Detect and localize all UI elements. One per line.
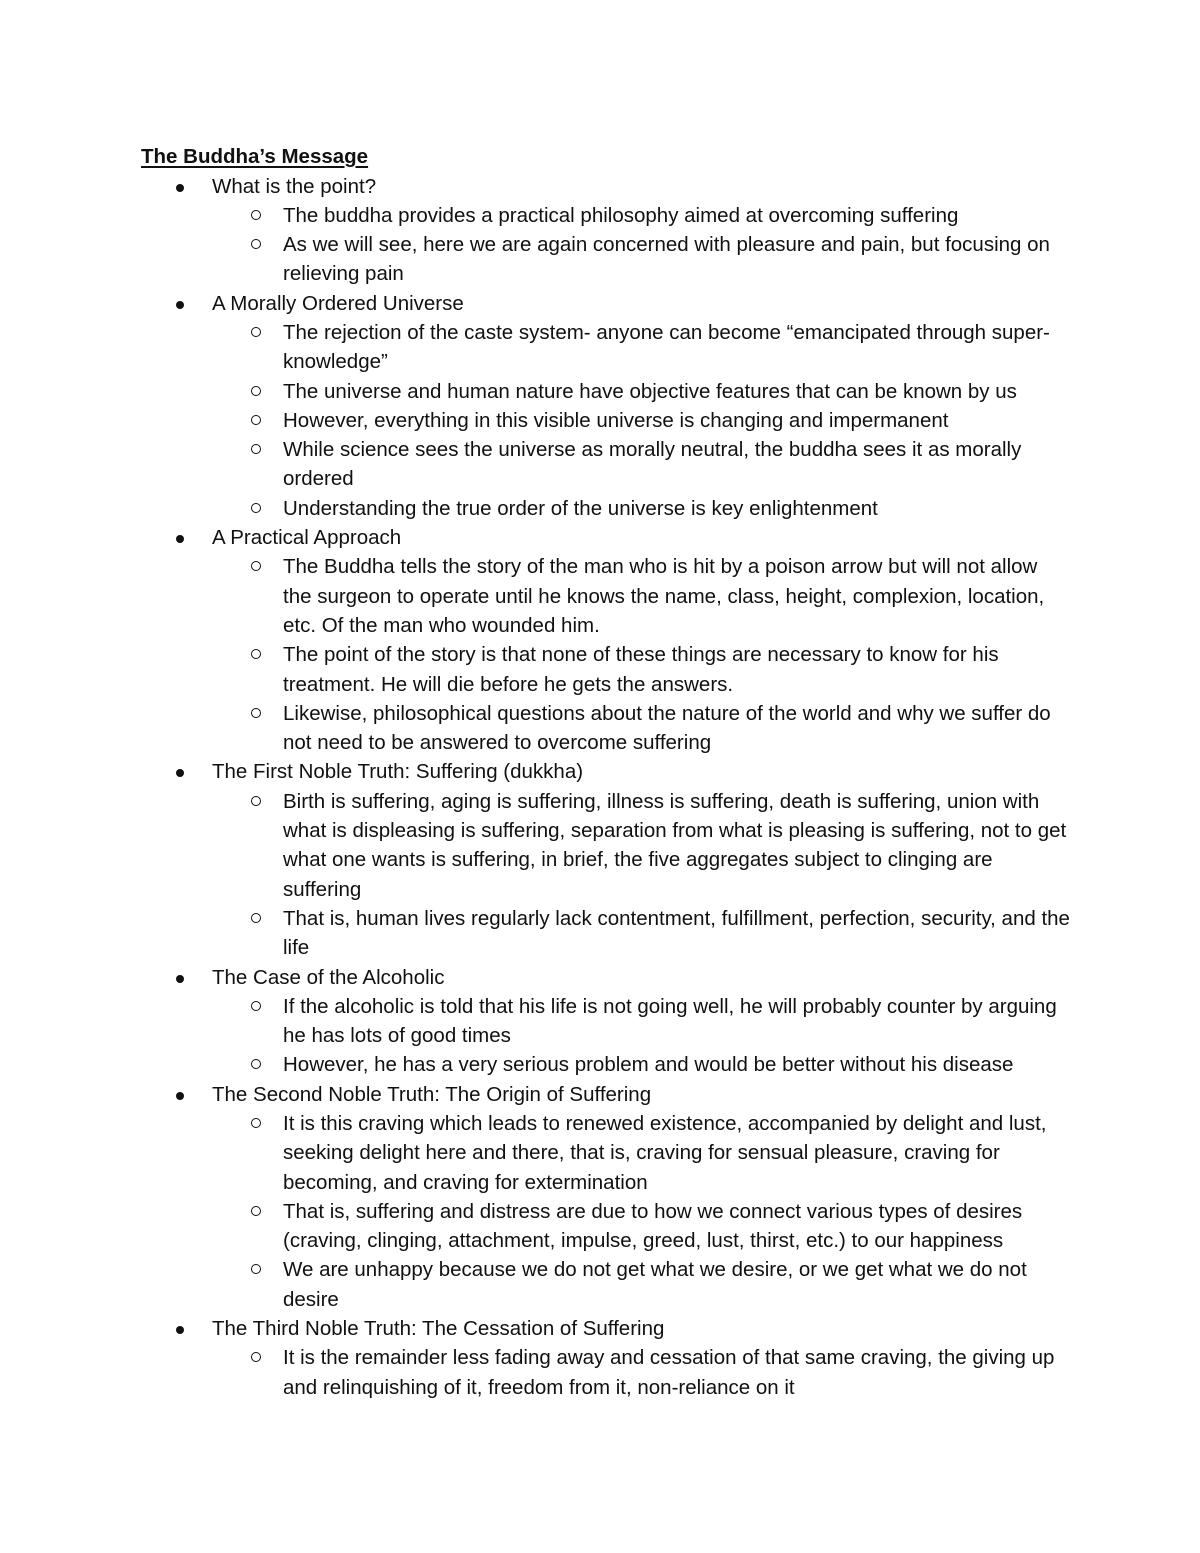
bullet-circle-icon [251, 561, 261, 571]
sub-list-item [212, 318, 1071, 377]
section-heading: The Third Noble Truth: The Cessation of Suffering [212, 1317, 665, 1341]
sub-item-text: The point of the story is that none of these things are necessary to know for his treatment. He will die before he gets the answers. [283, 643, 999, 696]
document-page [141, 142, 1071, 1402]
bullet-dot-icon [176, 769, 184, 777]
sub-item-text: While science sees the universe as morally neutral, the buddha sees it as morally ordered [283, 438, 1022, 491]
section-heading: The First Noble Truth: Suffering (dukkha) [212, 760, 584, 784]
bullet-dot-icon [176, 535, 184, 543]
sub-list-item [212, 230, 1071, 289]
bullet-circle-icon [251, 1264, 261, 1274]
sub-list-item [212, 1197, 1071, 1256]
bullet-circle-icon [251, 1059, 261, 1069]
bullet-dot-icon [176, 975, 184, 983]
sub-item-text: The universe and human nature have objective features that can be known by us [283, 379, 1017, 403]
outline-section [141, 172, 1071, 289]
sub-item-text: Birth is suffering, aging is suffering, illness is suffering, death is suffering, union with what is displeasing is suffering, separation from what is pleasing is suffering, not to get what one wants is suffering, in brief, the five aggregates subject to clinging are suffering [283, 789, 1067, 901]
sub-list-item [212, 1255, 1071, 1314]
bullet-circle-icon [251, 796, 261, 806]
sub-item-text: That is, human lives regularly lack contentment, fulfillment, perfection, security, and the life [283, 906, 1070, 960]
sub-item-text: As we will see, here we are again concerned with pleasure and pain, but focusing on relieving pain [283, 233, 1050, 286]
sub-list [212, 992, 1071, 1080]
sub-list-item [212, 1050, 1071, 1079]
page-title: The Buddha’s Message [141, 145, 369, 168]
outline-section [141, 963, 1071, 1080]
sub-item-text: It is the remainder less fading away and cessation of that same craving, the giving up and relinquishing of it, freedom from it, non-reliance on it [283, 1346, 1055, 1399]
bullet-circle-icon [251, 1118, 261, 1128]
bullet-circle-icon [251, 708, 261, 718]
section-heading: A Practical Approach [212, 526, 402, 550]
sub-list-item [212, 1109, 1071, 1197]
sub-list-item [212, 552, 1071, 640]
sub-list-item [212, 992, 1071, 1051]
bullet-circle-icon [251, 1206, 261, 1216]
bullet-circle-icon [251, 327, 261, 337]
sub-item-text: Understanding the true order of the universe is key enlightenment [283, 496, 878, 520]
sub-list-item [212, 377, 1071, 406]
outline-list [141, 172, 1071, 1402]
sub-list-item [212, 699, 1071, 758]
sub-list-item [212, 904, 1071, 963]
sub-list-item [212, 435, 1071, 494]
bullet-circle-icon [251, 503, 261, 513]
sub-list-item [212, 640, 1071, 699]
sub-item-text: The rejection of the caste system- anyone can become “emancipated through super-knowledge” [283, 320, 1050, 374]
bullet-dot-icon [176, 1092, 184, 1100]
outline-section [141, 1080, 1071, 1314]
bullet-circle-icon [251, 386, 261, 396]
section-heading: A Morally Ordered Universe [212, 291, 464, 315]
section-heading: The Case of the Alcoholic [212, 965, 445, 989]
section-heading: What is the point? [212, 174, 377, 198]
sub-list [212, 318, 1071, 523]
sub-item-text: We are unhappy because we do not get what we desire, or we get what we do not desire [283, 1258, 1027, 1311]
sub-item-text: However, everything in this visible universe is changing and impermanent [283, 408, 949, 432]
sub-list-item [212, 201, 1071, 230]
bullet-circle-icon [251, 210, 261, 220]
sub-item-text: It is this craving which leads to renewed existence, accompanied by delight and lust, seeking delight here and there, that is, craving for sensual pleasure, craving for becoming, and craving for extermination [283, 1112, 1047, 1194]
sub-list [212, 1109, 1071, 1314]
sub-list [212, 552, 1071, 757]
sub-item-text: However, he has a very serious problem and would be better without his disease [283, 1053, 1014, 1077]
sub-item-text: If the alcoholic is told that his life is not going well, he will probably counter by arguing he has lots of good times [283, 994, 1057, 1048]
bullet-circle-icon [251, 649, 261, 659]
sub-list [212, 1343, 1071, 1402]
sub-list-item [212, 787, 1071, 904]
bullet-circle-icon [251, 444, 261, 454]
bullet-circle-icon [251, 239, 261, 249]
outline-section [141, 757, 1071, 962]
outline-section [141, 289, 1071, 523]
sub-item-text: That is, suffering and distress are due to how we connect various types of desires (craving, clinging, attachment, impulse, greed, lust, thirst, etc.) to our happiness [283, 1199, 1023, 1253]
bullet-dot-icon [176, 1326, 184, 1334]
sub-list-item [212, 1343, 1071, 1402]
bullet-circle-icon [251, 1001, 261, 1011]
outline-section [141, 523, 1071, 757]
bullet-circle-icon [251, 1352, 261, 1362]
sub-list [212, 201, 1071, 289]
outline-section [141, 1314, 1071, 1402]
bullet-circle-icon [251, 415, 261, 425]
sub-list-item [212, 494, 1071, 523]
section-heading: The Second Noble Truth: The Origin of Suffering [212, 1082, 652, 1106]
sub-list [212, 787, 1071, 963]
sub-item-text: Likewise, philosophical questions about the nature of the world and why we suffer do not need to be answered to overcome suffering [283, 701, 1051, 755]
bullet-circle-icon [251, 913, 261, 923]
sub-list-item [212, 406, 1071, 435]
sub-item-text: The Buddha tells the story of the man who is hit by a poison arrow but will not allow the surgeon to operate until he knows the name, class, height, complexion, location, etc. Of the man who wounded him. [283, 555, 1045, 637]
bullet-dot-icon [176, 184, 184, 192]
sub-item-text: The buddha provides a practical philosophy aimed at overcoming suffering [283, 203, 959, 227]
bullet-dot-icon [176, 301, 184, 309]
